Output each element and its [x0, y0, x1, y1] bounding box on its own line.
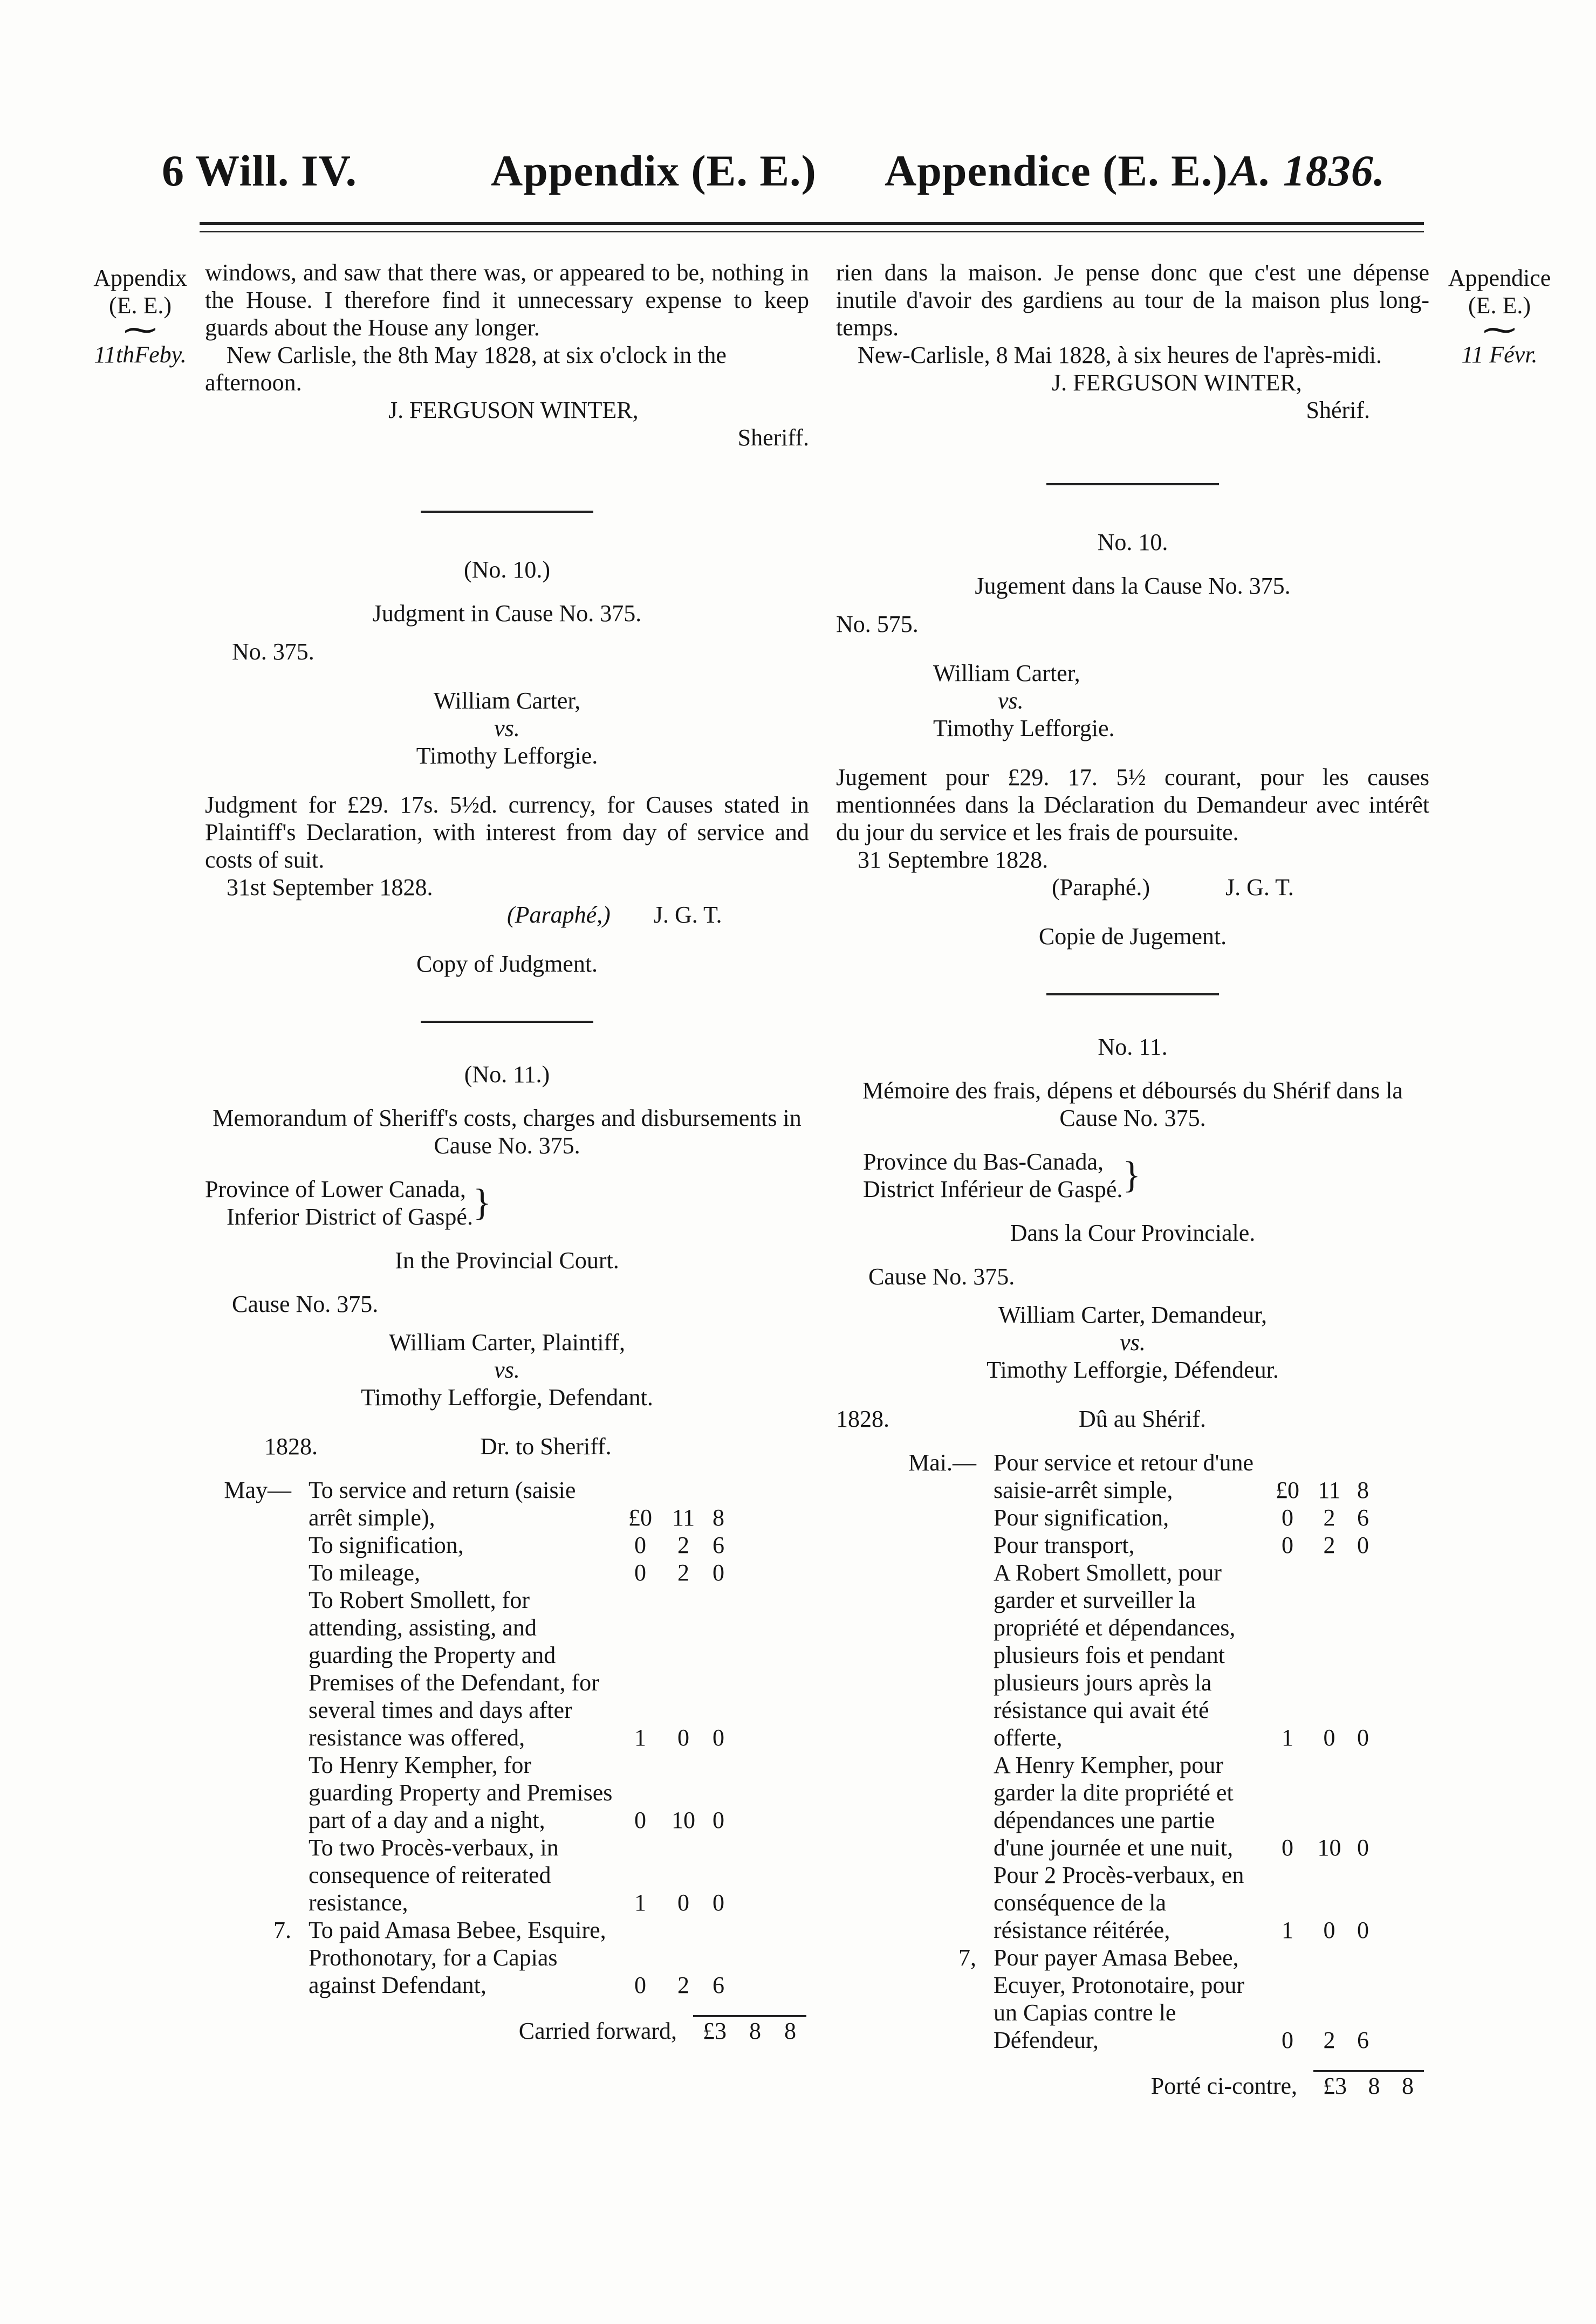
- province-line2: Inferior District of Gaspé.: [227, 1204, 473, 1230]
- entry-pence: 0: [1357, 1724, 1369, 1751]
- entry-date: [205, 1531, 302, 1559]
- entry-date: [836, 1751, 987, 1861]
- entry-pounds: 0: [634, 1532, 646, 1558]
- entry-date: [836, 1504, 987, 1531]
- margin-left-label: Appendix: [93, 265, 187, 291]
- entry-pence: 6: [713, 1532, 724, 1558]
- flourish-icon: ⁓: [124, 312, 157, 348]
- entry-pounds: 1: [1282, 1917, 1293, 1943]
- entry-date: [836, 1861, 987, 1944]
- plaintiff-name: William Carter,: [433, 687, 581, 714]
- cause-number: No. 575.: [836, 611, 919, 637]
- entry-pence: 8: [1357, 1477, 1369, 1503]
- court-name: In the Provincial Court.: [395, 1247, 619, 1274]
- versus: vs.: [494, 715, 520, 741]
- ledger-table-fr: [836, 1449, 1379, 2054]
- appendix-header-fr: Appendice (E. E.): [885, 146, 1228, 195]
- ledger-row: [836, 1944, 1379, 2054]
- opening-paragraph: rien dans la maison. Je pense donc que c'est une dépense inutile d'avoir des gardiens au tour de la maison plus long-temps.: [836, 259, 1429, 341]
- entry-pence: 6: [1357, 2027, 1369, 2053]
- defendant-name: Timothy Lefforgie.: [933, 715, 1115, 741]
- margin-note-left: [76, 264, 205, 368]
- ledger-row: [205, 1559, 735, 1586]
- brace-icon: }: [472, 1182, 491, 1223]
- ledger-year: 1828.: [836, 1406, 889, 1432]
- entry-shillings: 0: [1323, 1917, 1335, 1943]
- english-column: [205, 259, 809, 2045]
- entry-date: 7,: [958, 1944, 976, 1971]
- entry-text: Pour 2 Procès-verbaux, en conséquence de la résistance réitérée,: [994, 1862, 1244, 1943]
- entry-date: Mai.—: [908, 1449, 976, 1476]
- signer-title: Sheriff.: [737, 424, 809, 451]
- party-plaintiff: William Carter, Plaintiff,: [388, 1329, 625, 1356]
- entry-pence: 6: [1357, 1504, 1369, 1531]
- entry-pounds: £0: [628, 1504, 652, 1531]
- entry-pence: 6: [713, 1972, 724, 1998]
- entry-shillings: 2: [1323, 1532, 1335, 1558]
- entry-pence: 0: [713, 1724, 724, 1751]
- margin-right-appendix: (E. E.): [1468, 292, 1531, 319]
- entry-pounds: 0: [1282, 1504, 1293, 1531]
- entry-text: Pour service et retour d'une saisie-arrêt simple,: [994, 1449, 1253, 1503]
- entry-shillings: 11: [672, 1504, 695, 1531]
- initials: J. G. T.: [1225, 874, 1294, 900]
- entry-text: To paid Amasa Bebee, Esquire, Prothonotary, for a Capias against Defendant,: [309, 1917, 606, 1998]
- ledger-row: [205, 1531, 735, 1559]
- entry-pence: 8: [713, 1504, 724, 1531]
- entry-pence: 0: [1357, 1834, 1369, 1861]
- entry-date: [205, 1559, 302, 1586]
- carried-pounds: £3: [1313, 2070, 1357, 2100]
- ledger-row: [205, 1476, 735, 1531]
- entry-pounds: 0: [1282, 1834, 1293, 1861]
- entry-text: Pour signification,: [994, 1504, 1169, 1531]
- entry-shillings: 0: [677, 1724, 689, 1751]
- header-rule-thin: [200, 231, 1424, 232]
- entry-text: A Robert Smollett, pour garder et surveiller la propriété et dépendances, plusieurs fois et pendant plusieurs jours après la résistance qui avait été offerte,: [994, 1559, 1236, 1751]
- entry-pounds: 0: [634, 1559, 646, 1586]
- entry-shillings: 10: [1317, 1834, 1341, 1861]
- entry-date: 7.: [273, 1917, 291, 1943]
- judgment-date: 31 Septembre 1828.: [858, 847, 1049, 873]
- entry-shillings: 11: [1318, 1477, 1341, 1503]
- opening-paragraph: windows, and saw that there was, or appeared to be, nothing in the House. I therefore find it unnecessary expense to keep guards about the House any longer.: [205, 259, 809, 341]
- french-column: [836, 259, 1429, 2100]
- province-line1: Province of Lower Canada,: [205, 1176, 466, 1202]
- province-block: [205, 1175, 809, 1230]
- ledger-header: [836, 1405, 1429, 1433]
- party-plaintiff: William Carter, Demandeur,: [998, 1302, 1268, 1328]
- ledger-row: [205, 1916, 735, 1999]
- party-defendant: Timothy Lefforgie, Défendeur.: [987, 1357, 1279, 1383]
- entry-date: [205, 1751, 302, 1834]
- entry-text: To service and return (saisie arrêt simple),: [309, 1477, 576, 1531]
- margin-right-label: Appendice: [1448, 265, 1551, 291]
- ledger-table-en: [205, 1476, 735, 1999]
- entry-pounds: 0: [634, 1972, 646, 1998]
- entry-text: To signification,: [309, 1532, 464, 1558]
- margin-left-appendix: (E. E.): [108, 292, 172, 319]
- entry-text: A Henry Kempher, pour garder la dite propriété et dépendances une partie d'une journée et une nuit,: [994, 1752, 1234, 1861]
- entry-text: To two Procès-verbaux, in consequence of reiterated resistance,: [309, 1834, 559, 1916]
- carried-shillings: 8: [1357, 2070, 1392, 2100]
- entry-pence: 0: [1357, 1917, 1369, 1943]
- judgment-date: 31st September 1828.: [227, 874, 433, 900]
- memo-title: Memorandum of Sheriff's costs, charges and disbursements in Cause No. 375.: [213, 1105, 802, 1159]
- ledger-year: 1828.: [264, 1433, 318, 1460]
- copy-label: Copie de Jugement.: [1038, 923, 1227, 950]
- signer-name: J. FERGUSON WINTER,: [1052, 369, 1302, 396]
- carried-forward-row: [836, 2070, 1429, 2100]
- dateline: New-Carlisle, 8 Mai 1828, à six heures de l'après-midi.: [858, 342, 1382, 368]
- ledger-heading: Dr. to Sheriff.: [480, 1433, 612, 1460]
- entry-shillings: 2: [1323, 2027, 1335, 2053]
- memo-title: Mémoire des frais, dépens et déboursés du Shérif dans la Cause No. 375.: [862, 1077, 1403, 1131]
- no11-heading: No. 11.: [1098, 1034, 1168, 1060]
- initials: J. G. T.: [653, 902, 722, 928]
- carried-pounds: £3: [693, 2015, 736, 2045]
- judgment-text: Jugement pour £29. 17. 5½ courant, pour les causes mentionnées dans la Déclaration du Demandeur avec intérêt du jour du service et les frais de poursuite.: [836, 764, 1429, 845]
- ledger-row: [836, 1504, 1379, 1531]
- entry-pounds: 0: [634, 1807, 646, 1833]
- carried-pence: 8: [1392, 2070, 1424, 2100]
- entry-pence: 0: [713, 1889, 724, 1916]
- entry-date: May—: [224, 1477, 291, 1503]
- party-defendant: Timothy Lefforgie, Defendant.: [361, 1384, 653, 1411]
- versus: vs.: [998, 687, 1024, 714]
- entry-pence: 0: [713, 1807, 724, 1833]
- signer-title: Shérif.: [1306, 397, 1370, 423]
- entry-text: Pour transport,: [994, 1532, 1135, 1558]
- year-header: A. 1836.: [1230, 146, 1386, 195]
- entry-date: [836, 1531, 987, 1559]
- entry-shillings: 0: [677, 1889, 689, 1916]
- appendix-header-en: Appendix (E. E.): [491, 146, 817, 195]
- entry-pounds: 1: [1282, 1724, 1293, 1751]
- carried-pence: 8: [774, 2015, 806, 2045]
- entry-date: [836, 1559, 987, 1751]
- ledger-row: [205, 1751, 735, 1834]
- carried-label: Carried forward,: [518, 2018, 677, 2044]
- ledger-row: [836, 1449, 1379, 1504]
- judgment-text: Judgment for £29. 17s. 5½d. currency, for Causes stated in Plaintiff's Declaration, with interest from day of service and costs of suit.: [205, 792, 809, 873]
- ledger-row: [836, 1531, 1379, 1559]
- no10-heading: No. 10.: [1097, 529, 1168, 555]
- cause-label: Cause No. 375.: [868, 1263, 1015, 1290]
- entry-text: To mileage,: [309, 1559, 421, 1586]
- entry-shillings: 0: [1323, 1724, 1335, 1751]
- province-block: [836, 1148, 1429, 1203]
- entry-text: Pour payer Amasa Bebee, Ecuyer, Protonotaire, pour un Capias contre le Défendeur,: [994, 1944, 1244, 2053]
- plaintiff-name: William Carter,: [933, 660, 1080, 686]
- entry-shillings: 2: [677, 1559, 689, 1586]
- signer-name: J. FERGUSON WINTER,: [388, 397, 639, 423]
- defendant-name: Timothy Lefforgie.: [416, 742, 598, 769]
- cause-number: No. 375.: [232, 638, 314, 665]
- no11-heading: (No. 11.): [464, 1061, 550, 1088]
- entry-shillings: 2: [1323, 1504, 1335, 1531]
- margin-left-date: 11thFeby.: [94, 341, 187, 368]
- carried-label: Porté ci-contre,: [1150, 2073, 1297, 2099]
- margin-right-date: 11 Févr.: [1461, 341, 1538, 368]
- party-versus: vs.: [1120, 1329, 1146, 1356]
- no10-title: Judgment in Cause No. 375.: [372, 600, 642, 627]
- no10-heading: (No. 10.): [463, 556, 551, 583]
- entry-pence: 0: [713, 1559, 724, 1586]
- court-name: Dans la Cour Provinciale.: [1010, 1220, 1256, 1246]
- ledger-row: [836, 1861, 1379, 1944]
- margin-note-right: [1432, 264, 1567, 368]
- ledger-row: [205, 1834, 735, 1916]
- entry-shillings: 10: [672, 1807, 695, 1833]
- entry-date: [205, 1834, 302, 1916]
- entry-pence: 0: [1357, 1532, 1369, 1558]
- entry-shillings: 2: [677, 1972, 689, 1998]
- ledger-header: [205, 1433, 809, 1460]
- party-versus: vs.: [494, 1357, 520, 1383]
- province-line2: District Inférieur de Gaspé.: [863, 1176, 1123, 1202]
- ledger-heading: Dû au Shérif.: [1079, 1406, 1206, 1432]
- flourish-icon: ⁓: [1483, 312, 1516, 348]
- entry-date: [205, 1586, 302, 1751]
- header-rule: [200, 222, 1424, 225]
- carried-forward-row: [205, 2015, 809, 2045]
- dateline: New Carlisle, the 8th May 1828, at six o'clock in the afternoon.: [205, 342, 727, 396]
- no10-title: Jugement dans la Cause No. 375.: [975, 573, 1291, 599]
- entry-pounds: 0: [1282, 2027, 1293, 2053]
- paraphe-label: (Paraphé,): [507, 902, 611, 928]
- entry-pounds: 0: [1282, 1532, 1293, 1558]
- entry-text: To Henry Kempher, for guarding Property and Premises part of a day and a night,: [309, 1752, 613, 1833]
- ledger-row: [836, 1559, 1379, 1751]
- copy-label: Copy of Judgment.: [416, 951, 598, 977]
- entry-pounds: £0: [1276, 1477, 1299, 1503]
- entry-pounds: 1: [634, 1889, 646, 1916]
- entry-text: To Robert Smollett, for attending, assisting, and guarding the Property and Premises of the Defendant, for several times and days after resistance was offered,: [309, 1587, 599, 1751]
- ledger-row: [836, 1751, 1379, 1861]
- entry-pounds: 1: [634, 1724, 646, 1751]
- ledger-row: [205, 1586, 735, 1751]
- paraphe-label: (Paraphé.): [1052, 874, 1150, 900]
- session-header: 6 Will. IV.: [162, 146, 357, 195]
- carried-shillings: 8: [736, 2015, 774, 2045]
- entry-shillings: 2: [677, 1532, 689, 1558]
- brace-icon: }: [1122, 1154, 1141, 1196]
- cause-label: Cause No. 375.: [232, 1291, 379, 1317]
- province-line1: Province du Bas-Canada,: [863, 1149, 1104, 1175]
